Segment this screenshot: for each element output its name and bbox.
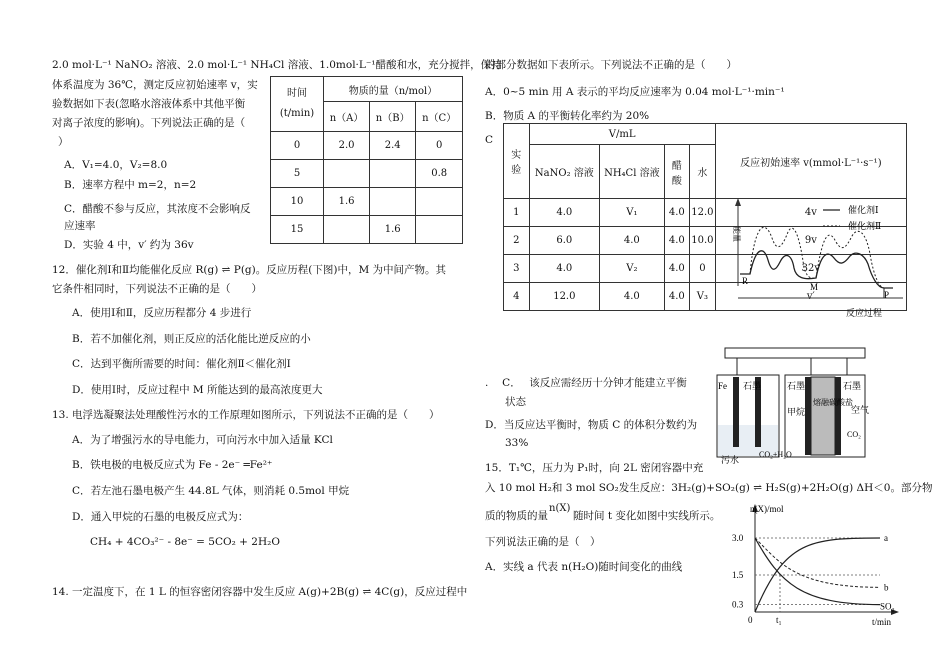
col-nh4cl: NH₄Cl 溶液 — [600, 145, 664, 199]
q15-option-a: A．实线 a 代表 n(H₂O)随时间变化的曲线 — [485, 561, 683, 573]
cell: 4.0 — [664, 283, 690, 311]
cell: 10.0 — [690, 227, 716, 255]
label-graphite-3: 石墨 — [843, 381, 862, 391]
q12-stem-1: 12．催化剂Ⅰ和Ⅱ均能催化反应 R(g) ⇌ P(g)。反应历程(下图)中，M 为中间产物。其 — [52, 264, 447, 276]
q13-option-b: B．铁电极的电极反应式为 Fe - 2e⁻ ═Fe²⁺ — [72, 459, 273, 471]
q15-line1: 15．T₁℃，压力为 P₁时，向 2L 密闭容器中充 — [485, 462, 704, 474]
q11-intro-line1: 2.0 mol·L⁻¹ NaNO₂ 溶液、2.0 mol·L⁻¹ NH₄Cl 溶液、1.0mol·L⁻¹醋酸和水，充分搅拌，保持 — [52, 59, 502, 71]
nx-label-a: a — [884, 533, 888, 543]
cell: V₁ — [600, 199, 664, 227]
col-nano2: NaNO₂ 溶液 — [529, 145, 600, 199]
cell: 2 — [504, 227, 530, 255]
cell: 10 — [271, 188, 324, 216]
cell: 12.0 — [690, 199, 716, 227]
cell: 4 — [504, 283, 530, 311]
energy-ylabel: 能量 — [732, 226, 741, 242]
q14-option-d-cont: 33% — [505, 437, 529, 449]
q14-option-a: A．0~5 min 用 A 表示的平均反应速率为 0.04 mol·L⁻¹·min⁻¹ — [485, 86, 785, 98]
q14-cont: 的部分数据如下表所示。下列说法不正确的是（ ） — [485, 59, 737, 71]
cell: 0 — [416, 132, 463, 160]
nx-chart — [730, 500, 910, 630]
col-acid-2: 酸 — [671, 175, 682, 187]
cell: 1.6 — [370, 216, 416, 244]
legend-cat-2: 催化剂Ⅱ — [848, 221, 882, 231]
nx-xlabel: t/min — [872, 617, 892, 627]
cell: V₃ — [690, 283, 716, 311]
cell: 0 — [271, 132, 324, 160]
energy-diagram — [728, 198, 913, 318]
q11-option-c-cont: 应速率 — [64, 220, 96, 232]
q11-option-c: C．醋酸不参与反应，其浓度不会影响反 — [64, 203, 251, 215]
cell-diagram — [715, 345, 885, 465]
q12-option-d: D．使用Ⅰ时，反应过程中 M 所能达到的最高浓度更大 — [72, 384, 323, 396]
label-graphite-1: 石墨 — [743, 381, 762, 391]
cell: 4.0 — [529, 255, 600, 283]
exp-h2: 验 — [511, 165, 522, 176]
cell — [416, 188, 463, 216]
nx-symbol: n(X) — [549, 503, 571, 514]
q13-option-d: D．通入甲烷的石墨的电极反应式为： — [72, 511, 249, 523]
cell: 3 — [504, 255, 530, 283]
label-R: R — [742, 276, 749, 286]
cell: 2.4 — [370, 132, 416, 160]
label-methane: 甲烷 — [787, 407, 806, 417]
fe-electrode — [733, 377, 739, 447]
cell — [370, 188, 416, 216]
cell: 6.0 — [529, 227, 600, 255]
cell: 5 — [271, 160, 324, 188]
label-air: 空气 — [851, 405, 870, 415]
q11-option-a: A．V₁=4.0，V₂=8.0 — [64, 159, 168, 171]
q13-option-a: A．为了增强污水的导电能力，可向污水中加入适量 KCl — [72, 434, 333, 446]
label-carbonate: 熔融碳酸盐 — [813, 398, 853, 407]
cell — [324, 216, 370, 244]
label-P: P — [884, 290, 890, 300]
cell: 4.0 — [529, 199, 600, 227]
q14-stem: 14. 一定温度下，在 1 L 的恒容密闭容器中发生反应 A(g)+2B(g) ⇌ 4C(g)，反应过程中 — [52, 586, 468, 598]
time-header: 时间 — [287, 88, 307, 99]
q13-equation: CH₄ + 4CO₃²⁻ - 8e⁻ = 5CO₂ + 2H₂O — [90, 536, 280, 548]
q15-line3b: 随时间 t 变化如图中实线所示。 — [573, 510, 721, 522]
energy-xlabel: 反应过程 — [846, 308, 883, 318]
cell: 12.0 — [529, 283, 600, 311]
q11-intro-line2: 体系温度为 36℃，测定反应初始速率 v，实 — [52, 79, 258, 91]
q14-option-c-marker: C — [485, 134, 494, 146]
col-nB: n（B） — [370, 102, 416, 132]
exp-h1: 实 — [511, 150, 522, 161]
q12-option-a: A．使用Ⅰ和Ⅱ，反应历程都分 4 步进行 — [72, 307, 252, 319]
cell: 2.0 — [324, 132, 370, 160]
q11-intro-line3: 验数据如下表(忽略水溶液体系中其他平衡 — [52, 98, 246, 110]
q15-line2: 入 10 mol H₂和 3 mol SO₂发生反应：3H₂(g)+SO₂(g) ⇌ H₂S(g)+2H₂O(g) ΔH＜0。部分物 — [485, 482, 933, 494]
nx-ylabel: n(X)/mol — [750, 504, 784, 514]
nx-ytick: 0.3 — [732, 599, 744, 610]
cell — [324, 160, 370, 188]
nx-ytick: 1.5 — [732, 570, 744, 580]
q15-line4: 下列说法正确的是（ ） — [485, 536, 601, 548]
q14-option-c: . C． 该反应需经历十分钟才能建立平衡 — [485, 377, 687, 389]
q14-option-c-cont: 状态 — [505, 396, 526, 408]
rate-header: 反应初始速率 v(mmol·L⁻¹·s⁻¹) — [715, 124, 906, 199]
cell: 4.0 — [664, 199, 690, 227]
nx-series-a — [755, 538, 880, 612]
cell — [370, 160, 416, 188]
cell: 4v — [715, 199, 906, 227]
label-co2-h2o: CO₂+H₂O — [759, 450, 792, 459]
q11-option-d: D．实验 4 中，v′ 约为 36v — [64, 239, 194, 251]
q11-intro-line5: ） — [58, 136, 69, 148]
cell: 0.8 — [416, 160, 463, 188]
cell: 4.0 — [664, 255, 690, 283]
time-unit: (t/min) — [279, 108, 315, 119]
cell: 4.0 — [600, 227, 664, 255]
cell: 1 — [504, 199, 530, 227]
nx-label-b: b — [884, 582, 889, 593]
nx-label-so2: SO₂ — [880, 601, 895, 612]
nx-ytick: 3.0 — [732, 533, 744, 543]
q14-option-d: D．当反应达平衡时，物质 C 的体积分数约为 — [485, 419, 698, 431]
label-graphite-2: 石墨 — [787, 381, 806, 391]
q11-intro-line4: 对离子浓度的影响)。下列说法正确的是（ — [52, 117, 246, 129]
cell: 9v — [715, 227, 906, 255]
label-fe: Fe — [718, 381, 727, 391]
q13-option-c: C．若左池石墨电极产生 44.8L 气体，则消耗 0.5mol 甲烷 — [72, 485, 350, 497]
cell: 15 — [271, 216, 324, 244]
q15-line3a: 质的物质的量 — [485, 510, 548, 522]
nx-xtick: 0 — [748, 615, 753, 625]
cell: 1.6 — [324, 188, 370, 216]
q14-option-b: B．物质 A 的平衡转化率约为 20% — [485, 110, 650, 122]
q12-stem-2: 它条件相同时，下列说法不正确的是（ ） — [52, 283, 262, 295]
q12-option-c: C．达到平衡所需要的时间：催化剂Ⅱ＜催化剂Ⅰ — [72, 358, 291, 370]
q11-option-b: B．速率方程中 m=2，n=2 — [64, 179, 197, 191]
molten-carbonate — [811, 377, 835, 455]
nx-series-b — [755, 538, 880, 587]
q13-stem: 13. 电浮选凝聚法处理酸性污水的工作原理如图所示，下列说法不正确的是（ ） — [52, 409, 440, 421]
cell: 4.0 — [600, 283, 664, 311]
nx-xtick: t₁ — [776, 615, 782, 625]
col-water: 水 — [690, 145, 716, 199]
col-nC: n（C） — [416, 102, 463, 132]
amount-header: 物质的量（n/mol） — [324, 77, 463, 102]
col-acid-1: 醋 — [671, 160, 682, 172]
label-M: M — [810, 282, 819, 292]
label-wastewater: 污水 — [721, 455, 740, 465]
legend-cat-1: 催化剂Ⅰ — [848, 205, 879, 215]
volume-header: V/mL — [529, 124, 715, 145]
cell: 32v — [715, 255, 906, 283]
label-co2: CO₂ — [847, 430, 861, 439]
cell: V₂ — [600, 255, 664, 283]
nx-series-so2 — [755, 538, 880, 605]
cell — [416, 216, 463, 244]
q12-option-b: B．若不加催化剂，则正反应的活化能比逆反应的小 — [72, 333, 311, 345]
cell: v′ — [715, 283, 906, 311]
cell: 4.0 — [664, 227, 690, 255]
cell: 0 — [690, 255, 716, 283]
time-table — [270, 76, 463, 244]
col-nA: n（A） — [324, 102, 370, 132]
